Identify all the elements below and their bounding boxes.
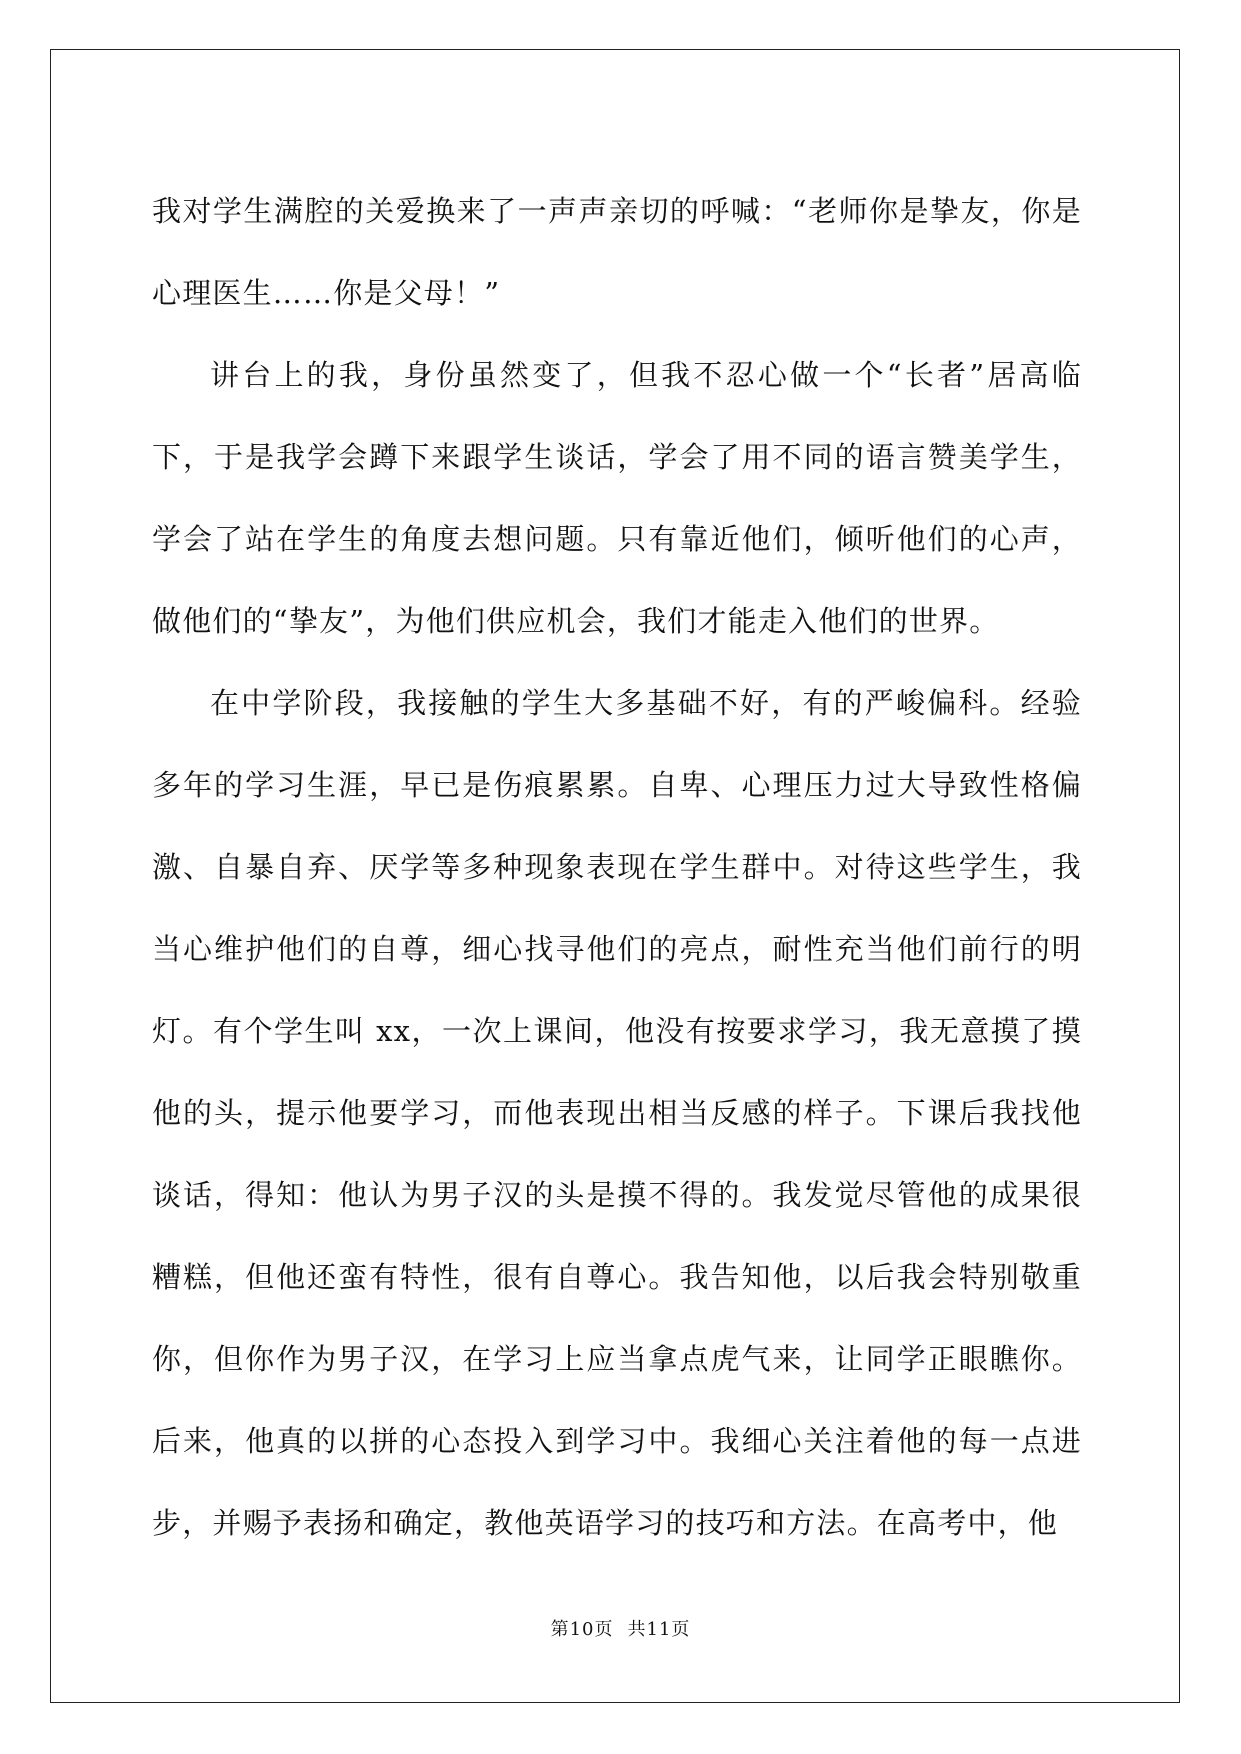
page-footer bbox=[0, 1615, 1241, 1641]
paragraph-2: 讲台上的我，身份虽然变了，但我不忍心做一个“长者”居高临下，于是我学会蹲下来跟学生谈话，学会了用不同的语言赞美学生，学会了站在学生的角度去想问题。只有靠近他们，倾听他们的心声，做他们的“挚友”，为他们供应机会，我们才能走入他们的世界。 bbox=[152, 358, 1082, 638]
paragraph-1: 我对学生满腔的关爱换来了一声声亲切的呼喊：“老师你是挚友，你是心理医生……你是父母！” bbox=[152, 194, 1082, 310]
page-total: 共11页 bbox=[627, 1619, 691, 1640]
paragraph-3: 在中学阶段，我接触的学生大多基础不好，有的严峻偏科。经验多年的学习生涯，早已是伤痕累累。自卑、心理压力过大导致性格偏激、自暴自弃、厌学等多种现象表现在学生群中。对待这些学生，我当心维护他们的自尊，细心找寻他们的亮点，耐性充当他们前行的明灯。有个学生叫 xx，一次上课间，他没有按要求学习，我无意摸了摸他的头，提示他要学习，而他表现出相当反感的样子。下课后我找他谈话，得知：他认为男子汉的头是摸不得的。我发觉尽管他的成果很糟糕，但他还蛮有特性，很有自尊心。我告知他，以后我会特别敬重你，但你作为男子汉，在学习上应当拿点虎气来，让同学正眼瞧你。后来，他真的以拼的心态投入到学习中。我细心关注着他的每一点进步，并赐予表扬和确定，教他英语学习的技巧和方法。在高考中，他 bbox=[152, 686, 1082, 1540]
document-body bbox=[152, 170, 1082, 1564]
page-number: 第10页 bbox=[550, 1619, 614, 1640]
